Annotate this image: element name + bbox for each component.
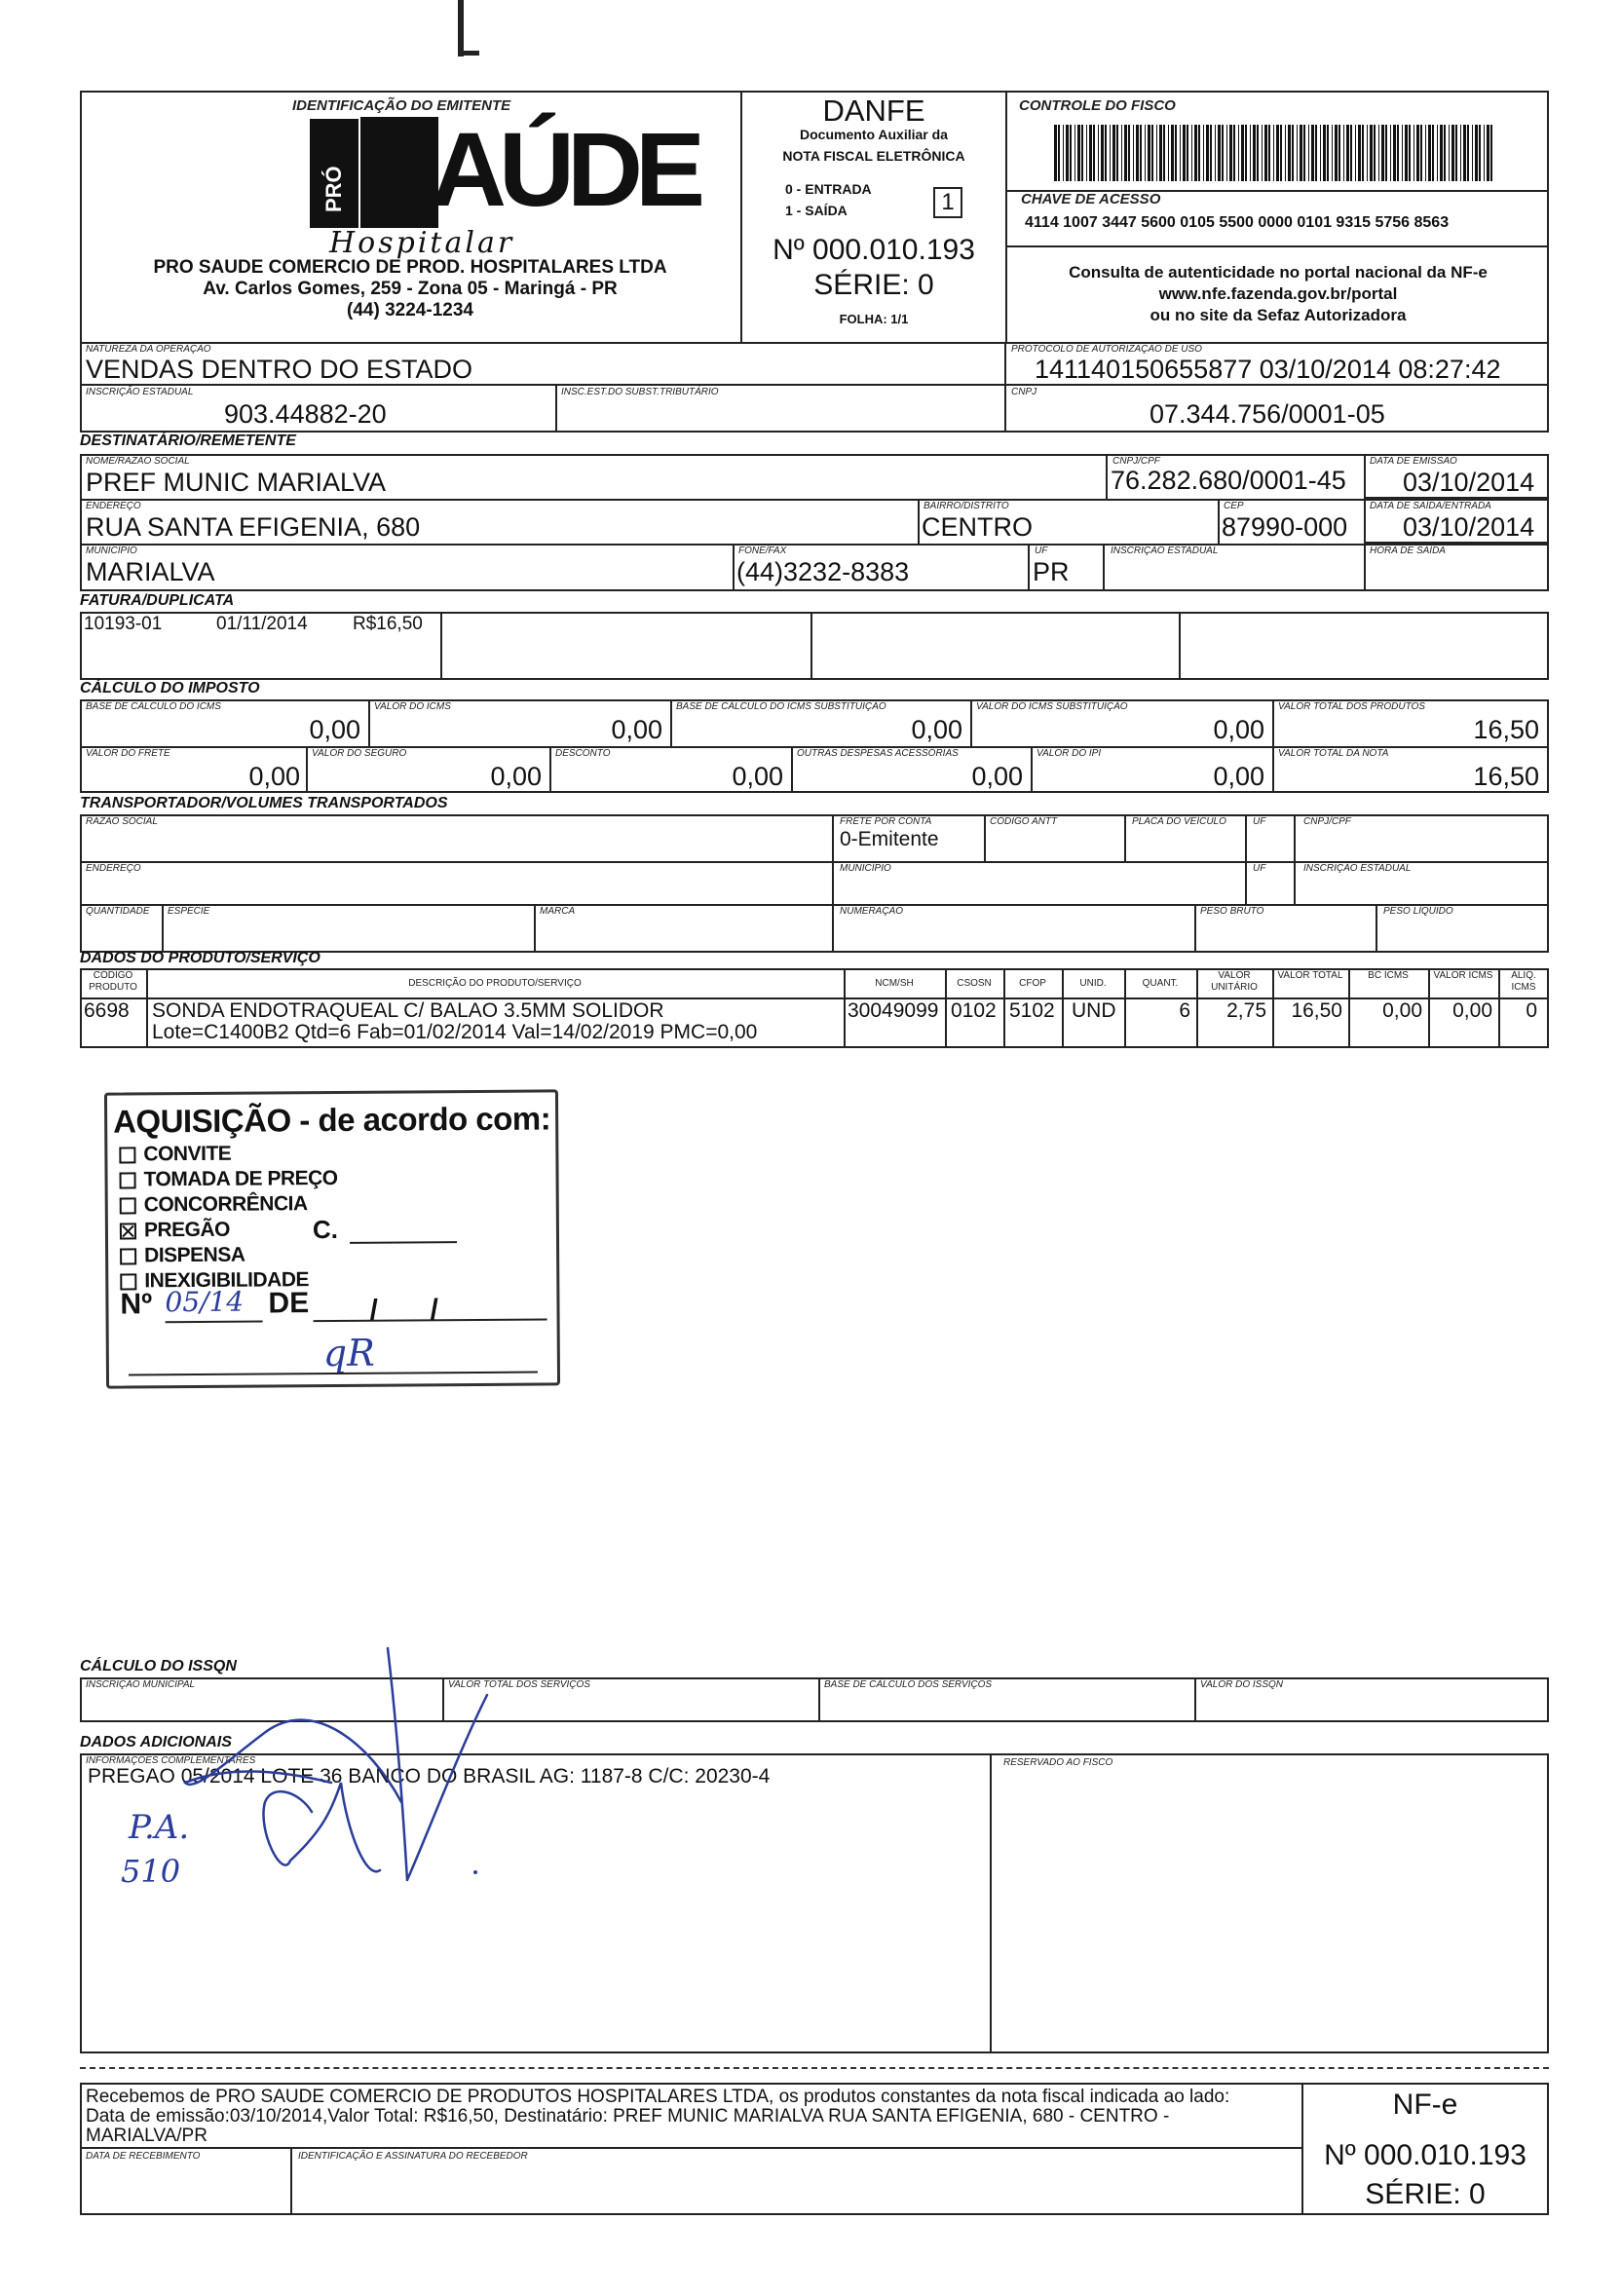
- barcode-bar: [1058, 125, 1060, 181]
- danfe-tipo: 1: [933, 187, 962, 218]
- barcode-bar: [1112, 125, 1115, 181]
- produto-vicms: 0,00: [1452, 999, 1492, 1022]
- protocolo-autorizacao: 141140150655877 03/10/2014 08:27:42: [1035, 355, 1501, 384]
- logo-side: PRÓ: [321, 166, 346, 212]
- barcode-bar: [1409, 125, 1411, 181]
- adicionais-section: DADOS ADICIONAIS: [80, 1734, 232, 1750]
- produto-unid: UND: [1072, 999, 1116, 1022]
- barcode-bar: [1273, 125, 1274, 181]
- acquisition-stamp: AQUISIÇÃO - de acordo com: CONVITE TOMADA DE PREÇO CONCORRÊNCIA PREGÃO DISPENSA INEXIGIBILIDADE C. Nº 05/14 DE / / qR: [104, 1089, 560, 1388]
- barcode-bar: [1215, 125, 1216, 181]
- barcode-bar: [1250, 125, 1251, 181]
- destinatario-uf: PR: [1033, 557, 1070, 586]
- destinatario-fone: (44)3232-8383: [736, 557, 910, 586]
- stamp-option: [120, 1242, 338, 1269]
- canhoto-text-3: MARIALVA/PR: [86, 2126, 207, 2146]
- consulta-line3: ou no site da Sefaz Autorizadora: [1150, 306, 1407, 324]
- barcode-bar: [1420, 125, 1422, 181]
- destinatario-section: DESTINATÁRIO/REMETENTE: [80, 433, 296, 449]
- danfe-line2: NOTA FISCAL ELETRÔNICA: [782, 148, 965, 164]
- barcode-bar: [1086, 125, 1087, 181]
- barcode-bar: [1487, 125, 1489, 181]
- barcode-bar: [1093, 125, 1095, 181]
- barcode-bar: [1405, 125, 1408, 181]
- barcode-bar: [1238, 125, 1239, 181]
- barcode-bar: [1226, 125, 1227, 181]
- barcode-bar: [1440, 125, 1443, 181]
- barcode-bar: [1358, 125, 1361, 181]
- destinatario-municipio: MARIALVA: [86, 557, 215, 586]
- destinatario-endereco: RUA SANTA EFIGENIA, 680: [86, 512, 421, 542]
- checkbox-icon: [120, 1197, 136, 1214]
- stamp-option: [119, 1166, 337, 1193]
- barcode-bar: [1187, 125, 1188, 181]
- barcode-bar: [1444, 125, 1446, 181]
- stamp-c-label: C.: [312, 1214, 339, 1245]
- logo-sub: Hospitalar: [329, 226, 515, 260]
- barcode-bar: [1460, 125, 1461, 181]
- stamp-option-label: DISPENSA: [144, 1243, 245, 1267]
- fatura-section: FATURA/DUPLICATA: [80, 592, 235, 609]
- barcode-bar: [1229, 125, 1232, 181]
- barcode-bar: [1145, 125, 1146, 181]
- barcode-bar: [1362, 125, 1364, 181]
- danfe-line1: Documento Auxiliar da: [800, 127, 948, 142]
- barcode-bar: [1335, 125, 1338, 181]
- stamp-option: [120, 1191, 338, 1219]
- barcode-bar: [1292, 125, 1294, 181]
- barcode-bar: [1175, 125, 1177, 181]
- barcode-bar: [1416, 125, 1419, 181]
- barcode-bar: [1101, 125, 1104, 181]
- barcode-bar: [1133, 125, 1134, 181]
- barcode-bar: [1054, 125, 1057, 181]
- danfe-numero: Nº 000.010.193: [773, 234, 975, 266]
- stamp-numero: 05/14: [165, 1285, 245, 1319]
- fatura-vencimento: 01/11/2014: [216, 614, 308, 634]
- stamp-de-label: DE: [268, 1287, 310, 1320]
- barcode-bar: [1397, 125, 1399, 181]
- barcode: [1054, 125, 1498, 181]
- stamp-option: [119, 1141, 337, 1168]
- barcode-bar: [1168, 125, 1169, 181]
- data-emissao: 03/10/2014: [1403, 468, 1535, 497]
- barcode-bar: [1479, 125, 1481, 181]
- barcode-bar: [1116, 125, 1118, 181]
- controle-fisco-label: CONTROLE DO FISCO: [1019, 97, 1176, 114]
- barcode-bar: [1124, 125, 1127, 181]
- barcode-bar: [1222, 125, 1224, 181]
- barcode-bar: [1451, 125, 1454, 181]
- barcode-bar: [1245, 125, 1247, 181]
- destinatario-cnpj: 76.282.680/0001-45: [1111, 466, 1346, 495]
- barcode-bar: [1490, 125, 1492, 181]
- checked-checkbox-icon: [120, 1223, 136, 1239]
- base-icms-st: 0,00: [911, 715, 962, 744]
- consulta-line1: Consulta de autenticidade no portal nacional da NF-e: [1069, 263, 1488, 282]
- data-saida: 03/10/2014: [1403, 512, 1535, 542]
- barcode-bar: [1381, 125, 1384, 181]
- checkbox-icon: [119, 1147, 135, 1163]
- barcode-bar: [1393, 125, 1396, 181]
- barcode-bar: [1327, 125, 1329, 181]
- barcode-bar: [1385, 125, 1387, 181]
- barcode-bar: [1156, 125, 1157, 181]
- barcode-bar: [1077, 125, 1080, 181]
- valor-frete: 0,00: [248, 762, 300, 791]
- barcode-bar: [1428, 125, 1431, 181]
- danfe-entrada: 0 - ENTRADA: [785, 181, 872, 197]
- canhoto-text-1: Recebemos de PRO SAUDE COMERCIO DE PRODUTOS HOSPITALARES LTDA, os produtos constantes da nota fiscal indicada ao lado:: [86, 2087, 1230, 2107]
- produto-quant: 6: [1179, 999, 1190, 1022]
- chave-label: CHAVE DE ACESSO: [1021, 191, 1161, 207]
- barcode-bar: [1355, 125, 1356, 181]
- stamp-option-label: PREGÃO: [143, 1218, 231, 1242]
- stamp-title: AQUISIÇÃO - de acordo com:: [113, 1100, 551, 1140]
- info-complementares: PREGAO 05/2014 LOTE 36 BANCO DO BRASIL AG: 1187-8 C/C: 20230-4: [88, 1765, 771, 1788]
- barcode-bar: [1163, 125, 1165, 181]
- barcode-bar: [1218, 125, 1221, 181]
- barcode-bar: [1148, 125, 1150, 181]
- barcode-bar: [1323, 125, 1326, 181]
- destinatario-bairro: CENTRO: [922, 512, 1033, 542]
- barcode-bar: [1098, 125, 1099, 181]
- imposto-section: CÁLCULO DO IMPOSTO: [80, 680, 260, 696]
- barcode-bar: [1343, 125, 1344, 181]
- barcode-bar: [1350, 125, 1352, 181]
- stamp-option-label: CONVITE: [143, 1142, 232, 1166]
- canhoto-serie: SÉRIE: 0: [1365, 2178, 1486, 2210]
- barcode-bar: [1303, 125, 1305, 181]
- barcode-bar: [1191, 125, 1192, 181]
- scan-mark: [458, 51, 479, 56]
- checkbox-icon: [120, 1172, 136, 1188]
- stamp-option: [120, 1214, 339, 1245]
- frete-por-conta: 0-Emitente: [840, 828, 939, 850]
- danfe-saida: 1 - SAÍDA: [785, 203, 848, 218]
- barcode-bar: [1472, 125, 1473, 181]
- barcode-bar: [1332, 125, 1333, 181]
- logo-main: SAÚDE: [368, 110, 698, 228]
- emitente-label: IDENTIFICAÇÃO DO EMITENTE: [292, 97, 511, 114]
- canhoto-numero: Nº 000.010.193: [1324, 2139, 1527, 2171]
- barcode-bar: [1308, 125, 1309, 181]
- stamp-option-label: TOMADA DE PREÇO: [143, 1166, 338, 1191]
- barcode-bar: [1140, 125, 1142, 181]
- barcode-bar: [1198, 125, 1200, 181]
- destinatario-cep: 87990-000: [1222, 512, 1348, 542]
- barcode-bar: [1203, 125, 1204, 181]
- valor-ipi: 0,00: [1213, 762, 1264, 791]
- produtos-section: DADOS DO PRODUTO/SERVIÇO: [80, 950, 320, 966]
- handwritten-note-1: P.A.: [129, 1808, 190, 1847]
- barcode-bar: [1280, 125, 1282, 181]
- transporte-section: TRANSPORTADOR/VOLUMES TRANSPORTADOS: [80, 795, 448, 811]
- barcode-bar: [1484, 125, 1485, 181]
- barcode-bar: [1449, 125, 1450, 181]
- barcode-bar: [1128, 125, 1130, 181]
- emitente-cnpj: 07.344.756/0001-05: [1150, 399, 1385, 429]
- barcode-bar: [1253, 125, 1256, 181]
- barcode-bar: [1194, 125, 1197, 181]
- barcode-bar: [1315, 125, 1317, 181]
- produto-csosn: 0102: [951, 999, 997, 1022]
- barcode-bar: [1066, 125, 1069, 181]
- scan-mark: [458, 0, 464, 56]
- canhoto-text-2: Data de emissão:03/10/2014,Valor Total: R$16,50, Destinatário: PREF MUNIC MARIALVA RUA SANTA EFIGENIA, 680 - CENTRO -: [86, 2106, 1170, 2127]
- canhoto-nfe: NF-e: [1392, 2089, 1458, 2121]
- barcode-bar: [1432, 125, 1434, 181]
- cut-line: [80, 2067, 1549, 2069]
- desconto: 0,00: [732, 762, 783, 791]
- stamp-initials: qR: [322, 1331, 375, 1375]
- barcode-bar: [1241, 125, 1244, 181]
- natureza-operacao: VENDAS DENTRO DO ESTADO: [86, 355, 473, 384]
- barcode-bar: [1089, 125, 1092, 181]
- barcode-bar: [1171, 125, 1174, 181]
- produto-codigo: 6698: [84, 999, 130, 1022]
- barcode-bar: [1180, 125, 1181, 181]
- produto-descricao-detalhe: Lote=C1400B2 Qtd=6 Fab=01/02/2014 Val=14/02/2019 PMC=0,00: [152, 1021, 758, 1043]
- produto-cfop: 5102: [1009, 999, 1055, 1022]
- barcode-bar: [1159, 125, 1162, 181]
- barcode-bar: [1151, 125, 1153, 181]
- valor-total-produtos: 16,50: [1473, 715, 1539, 744]
- barcode-bar: [1074, 125, 1075, 181]
- barcode-bar: [1463, 125, 1466, 181]
- barcode-bar: [1367, 125, 1368, 181]
- transporte-block: [80, 814, 1549, 953]
- barcode-bar: [1183, 125, 1186, 181]
- barcode-bar: [1338, 125, 1340, 181]
- barcode-bar: [1105, 125, 1107, 181]
- produto-ncm: 30049099: [848, 999, 939, 1022]
- stamp-option-label: CONCORRÊNCIA: [143, 1192, 308, 1217]
- barcode-bar: [1257, 125, 1259, 181]
- barcode-bar: [1210, 125, 1212, 181]
- danfe-folha: FOLHA: 1/1: [839, 312, 909, 326]
- barcode-bar: [1070, 125, 1072, 181]
- barcode-bar: [1346, 125, 1349, 181]
- barcode-bar: [1121, 125, 1122, 181]
- barcode-bar: [1297, 125, 1298, 181]
- destinatario-nome: PREF MUNIC MARIALVA: [86, 468, 387, 497]
- barcode-bar: [1063, 125, 1064, 181]
- barcode-bar: [1370, 125, 1373, 181]
- barcode-bar: [1285, 125, 1286, 181]
- base-icms: 0,00: [309, 715, 360, 744]
- checkbox-icon: [120, 1248, 136, 1264]
- barcode-bar: [1276, 125, 1279, 181]
- barcode-bar: [1262, 125, 1263, 181]
- emitente-address: Av. Carlos Gomes, 259 - Zona 05 - Maringá - PR: [203, 279, 618, 299]
- barcode-bar: [1136, 125, 1139, 181]
- barcode-bar: [1081, 125, 1083, 181]
- chave-acesso: 4114 1007 3447 5600 0105 5500 0000 0101 9315 5756 8563: [1025, 214, 1450, 231]
- barcode-bar: [1378, 125, 1379, 181]
- valor-icms-st: 0,00: [1213, 715, 1264, 744]
- barcode-bar: [1264, 125, 1267, 181]
- produto-vtotal: 16,50: [1291, 999, 1342, 1022]
- inscricao-estadual: 903.44882-20: [224, 399, 387, 429]
- produto-aliq: 0: [1526, 999, 1537, 1022]
- barcode-bar: [1437, 125, 1438, 181]
- emitente-phone: (44) 3224-1234: [347, 300, 473, 320]
- barcode-bar: [1475, 125, 1478, 181]
- barcode-bar: [1455, 125, 1457, 181]
- consulta-line2: www.nfe.fazenda.gov.br/portal: [1158, 284, 1398, 303]
- emitente-name: PRO SAUDE COMERCIO DE PROD. HOSPITALARES LTDA: [153, 257, 667, 278]
- barcode-bar: [1300, 125, 1302, 181]
- outras-despesas: 0,00: [971, 762, 1023, 791]
- barcode-bar: [1425, 125, 1426, 181]
- handwritten-note-2: 510: [121, 1853, 181, 1890]
- barcode-bar: [1311, 125, 1314, 181]
- barcode-bar: [1288, 125, 1291, 181]
- stamp-options: [119, 1141, 338, 1295]
- stamp-numero-label: Nº: [120, 1288, 153, 1321]
- barcode-bar: [1467, 125, 1469, 181]
- barcode-bar: [1110, 125, 1111, 181]
- danfe-serie: SÉRIE: 0: [813, 269, 934, 301]
- company-logo: [310, 110, 698, 260]
- barcode-bar: [1233, 125, 1235, 181]
- barcode-bar: [1402, 125, 1403, 181]
- produto-vunit: 2,75: [1226, 999, 1266, 1022]
- barcode-bar: [1320, 125, 1321, 181]
- barcode-bar: [1268, 125, 1270, 181]
- barcode-bar: [1390, 125, 1391, 181]
- valor-total-nota: 16,50: [1473, 762, 1539, 791]
- issqn-section: CÁLCULO DO ISSQN: [80, 1658, 237, 1675]
- signature-scribble: [175, 1637, 507, 1900]
- fatura-valor: R$16,50: [353, 614, 423, 634]
- valor-icms: 0,00: [611, 715, 662, 744]
- produto-bcicms: 0,00: [1382, 999, 1422, 1022]
- danfe-title: DANFE: [822, 94, 925, 128]
- valor-seguro: 0,00: [490, 762, 542, 791]
- barcode-bar: [1374, 125, 1376, 181]
- stamp-option-label: INEXIGIBILIDADE: [144, 1268, 310, 1293]
- fatura-numero: 10193-01: [84, 614, 163, 634]
- produto-descricao: SONDA ENDOTRAQUEAL C/ BALAO 3.5MM SOLIDOR: [152, 999, 664, 1022]
- barcode-bar: [1206, 125, 1209, 181]
